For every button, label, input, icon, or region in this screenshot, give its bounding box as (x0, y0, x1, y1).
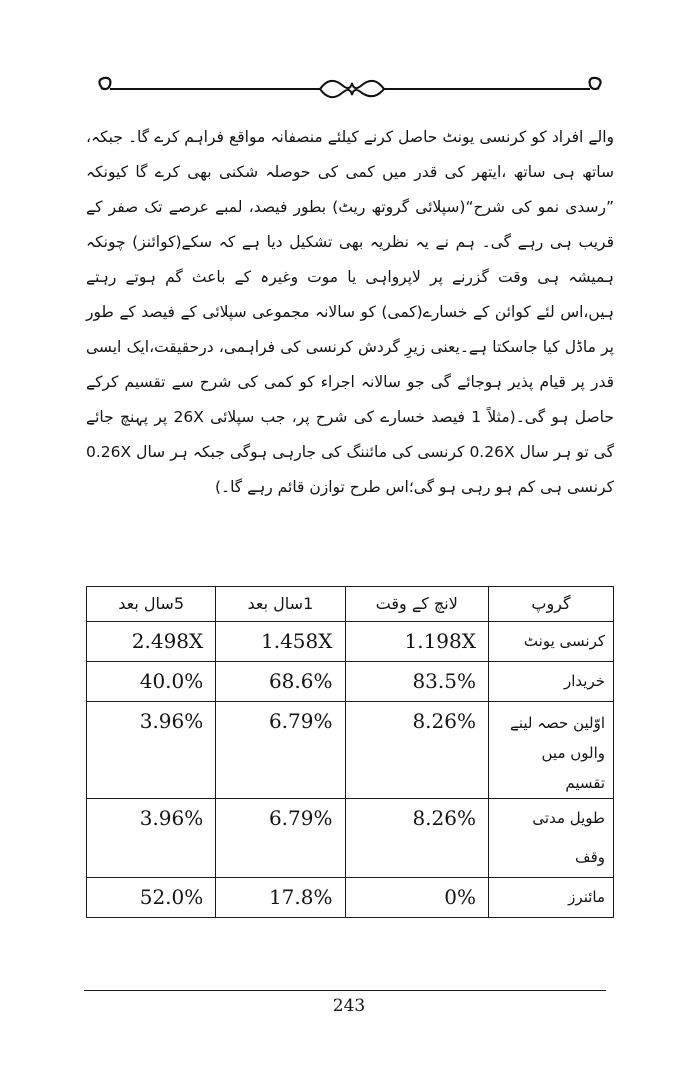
distribution-table (86, 586, 614, 918)
row-label: کرنسی یونٹ (489, 622, 614, 662)
row-label-line: اوّلین حصہ لینے (510, 714, 605, 732)
cell-value: 8.26% (345, 799, 489, 878)
table-row (87, 799, 614, 878)
cell-value: 8.26% (345, 702, 489, 799)
table-row (87, 622, 614, 662)
footer-divider (84, 990, 606, 991)
table-row (87, 662, 614, 702)
cell-value: 83.5% (345, 662, 489, 702)
page-number: 243 (332, 996, 366, 1016)
cell-value: 6.79% (216, 702, 345, 799)
table-header-row (87, 587, 614, 622)
row-label (489, 702, 614, 799)
cell-value: 6.79% (216, 799, 345, 878)
table-row (87, 702, 614, 799)
cell-value: 0% (345, 878, 489, 918)
cell-value: 17.8% (216, 878, 345, 918)
row-label: مائنرز (489, 878, 614, 918)
cell-value: 52.0% (87, 878, 216, 918)
cell-value: 1.198X (345, 622, 489, 662)
row-label: طویل مدتی وقف (489, 799, 614, 878)
cell-value: 3.96% (87, 702, 216, 799)
header-at-launch: لانچ کے وقت (345, 587, 489, 622)
cell-value: 68.6% (216, 662, 345, 702)
header-group: گروپ (489, 587, 614, 622)
cell-value: 3.96% (87, 799, 216, 878)
cell-value: 1.458X (216, 622, 345, 662)
header-after-5-years: 5سال بعد (87, 587, 216, 622)
table-row (87, 878, 614, 918)
header-ornament (88, 72, 612, 106)
header-after-1-year: 1سال بعد (216, 587, 345, 622)
body-paragraph: والے افراد کو کرنسی یونٹ حاصل کرنے کیلئے منصفانہ مواقع فراہم کرے گا۔ جبکہ، ساتھ ہی ساتھ ،ایتھر کی قدر میں کمی کی حوصلہ شکنی بھی کرے گا کیونکہ ”رسدی نمو کی شرح“(سپلائی گروتھ ریٹ) بطور فیصد، لمبے عرصے تک صفر کے قریب ہی رہے گی۔ ہم نے یہ نظریہ بھی تشکیل دیا ہے کہ سکے(کوائنز) چونکہ ہمیشہ ہی وقت گزرنے پر لاپرواہی یا موت وغیرہ کے باعث گم ہوتے رہتے ہیں،اس لئے کوائن کے خسارے(کمی) کو سالانہ مجموعی سپلائی کے فیصد کے طور پر ماڈل کیا جاسکتا ہے۔یعنی زیرِ گردش کرنسی کی فراہمی، درحقیقت،ایک ایسی قدر پر قیام پذیر ہوجائے گی جو سالانہ اجراء کو کمی کی شرح سے تقسیم کرکے حاصل ہو گی۔(مثلاً 1 فیصد خسارے کی شرح پر، جب سپلائی 26X پر پہنچ جائے گی تو ہر سال 0.26X کرنسی کی مائننگ کی جارہی ہوگی جبکہ ہر سال 0.26X کرنسی ہی کم ہو رہی ہو گی؛اس طرح توازن قائم رہے گا۔) (86, 128, 614, 496)
cell-value: 2.498X (87, 622, 216, 662)
row-label: خریدار (489, 662, 614, 702)
row-label-line: والوں میں تقسیم (541, 744, 605, 792)
cell-value: 40.0% (87, 662, 216, 702)
